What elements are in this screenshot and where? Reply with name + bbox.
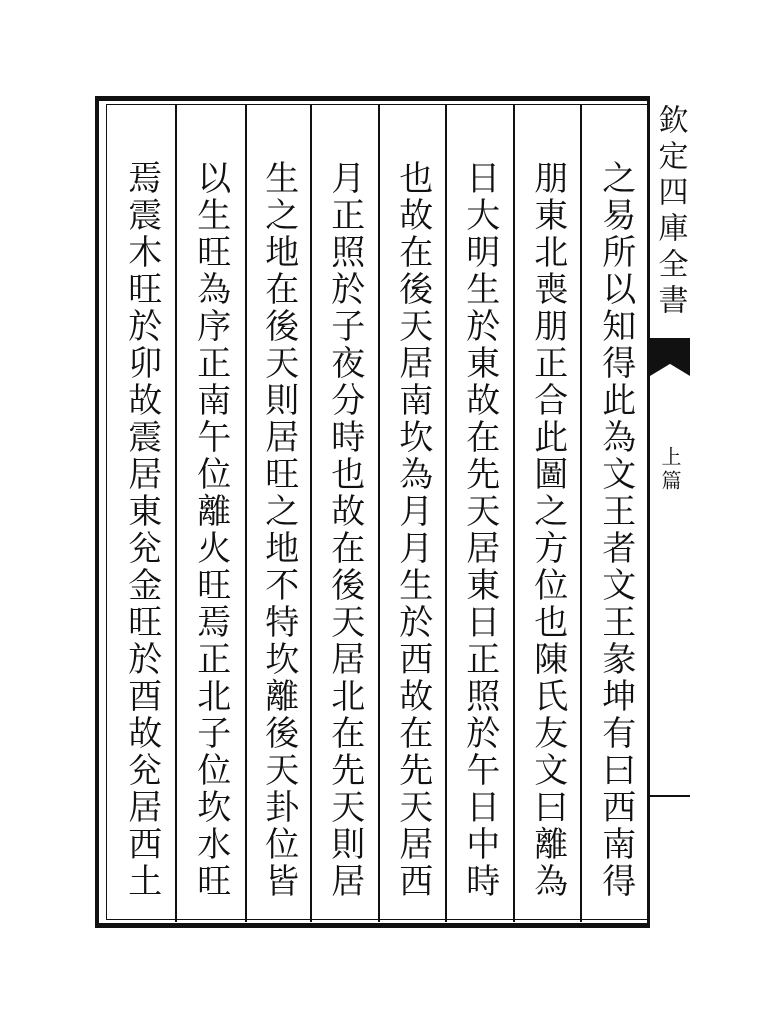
margin-section-label <box>650 446 690 494</box>
margin-rule <box>650 795 690 797</box>
text-column <box>311 104 377 920</box>
margin-book-title-text: 欽定四庫全書 <box>652 104 688 320</box>
text-column <box>246 104 310 920</box>
text-column <box>379 104 445 920</box>
text-column <box>446 104 512 920</box>
column-text: 焉震木旺於卯故震居東兊金旺於酉故兊居西土 <box>121 160 162 900</box>
column-text: 也故在後天居南坎為月月生於西故在先天居西 <box>392 160 433 900</box>
fishtail-mark-icon <box>650 338 690 376</box>
text-column <box>582 104 648 920</box>
margin-book-title <box>650 104 690 320</box>
text-column <box>176 104 244 920</box>
column-text: 月正照於子夜分時也故在後天居北在先天則居 <box>324 160 365 900</box>
column-text: 日大明生於東故在先天居東日正照於午日中時 <box>459 160 500 900</box>
margin-section-text: 上篇 <box>658 446 682 494</box>
column-text: 生之地在後天則居旺之地不特坎離後天卦位皆 <box>258 160 299 900</box>
column-text: 朋東北喪朋正合此圖之方位也陳氏友文曰離為 <box>527 160 568 900</box>
text-column <box>514 104 580 920</box>
column-text: 以生旺為序正南午位離火旺焉正北子位坎水旺 <box>190 160 231 900</box>
text-column <box>108 104 174 920</box>
column-text: 之易所以知得此為文王者文王彖坤有曰西南得 <box>595 160 636 900</box>
